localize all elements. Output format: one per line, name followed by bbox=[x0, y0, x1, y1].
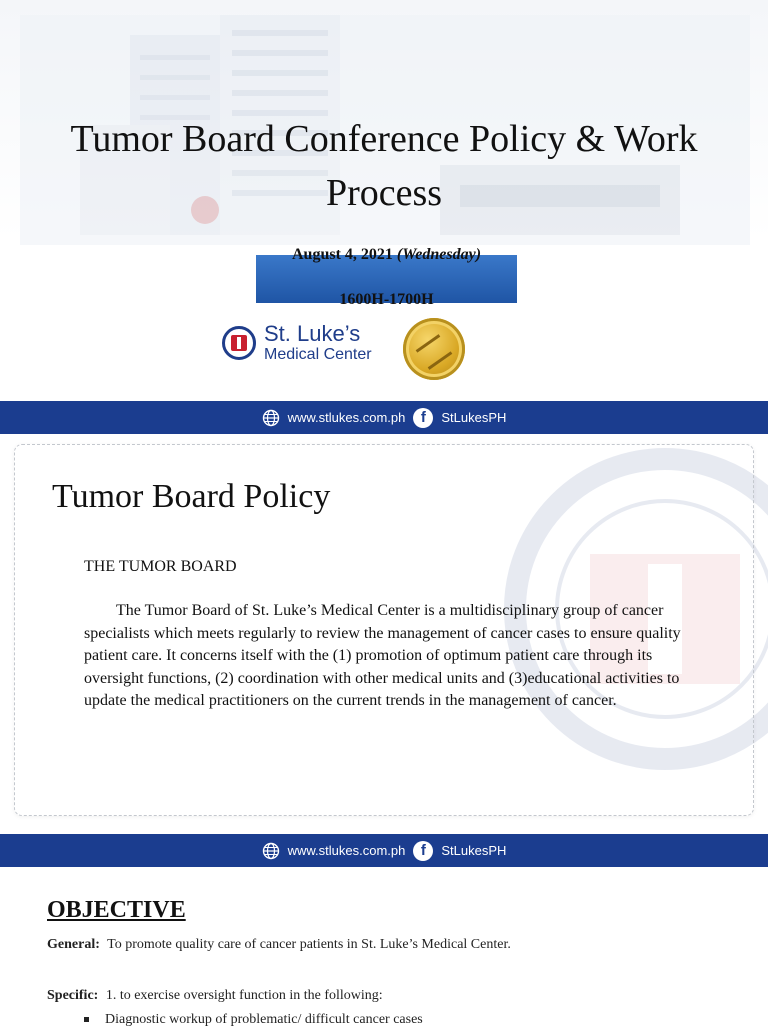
general-text: To promote quality care of cancer patients in St. Luke’s Medical Center. bbox=[107, 937, 511, 952]
hospital-logo bbox=[222, 318, 372, 368]
globe-icon bbox=[262, 409, 280, 427]
hospital-logo-icon bbox=[222, 326, 256, 360]
hospital-logo-text bbox=[264, 323, 372, 363]
logo-line-1: St. Luke’s bbox=[264, 321, 361, 346]
social-handle[interactable]: StLukesPH bbox=[441, 843, 507, 858]
time-text: 1600H-1700H bbox=[339, 291, 434, 308]
policy-slide bbox=[0, 434, 768, 834]
footer-banner-1 bbox=[0, 401, 768, 434]
policy-heading: THE TUMOR BOARD bbox=[84, 558, 237, 575]
objective-slide bbox=[0, 867, 768, 1027]
specific-label: Specific: bbox=[47, 988, 99, 1003]
specific-objective bbox=[47, 988, 383, 1004]
bullet-text: Diagnostic workup of problematic/ difficult cancer cases bbox=[105, 1012, 423, 1027]
date-text: August 4, 2021 bbox=[291, 246, 393, 263]
policy-paragraph bbox=[84, 600, 704, 713]
objective-title: OBJECTIVE bbox=[47, 897, 186, 923]
policy-paragraph-text: The Tumor Board of St. Luke’s Medical Center is a multidisciplinary group of cancer specialists which meets regularly to review the management of cancer cases to ensure quality patient care. It concerns itself with the (1) promotion of optimum patient care through its oversight functions, (2) coordination with other medical units and (3)educational activities to update the medical practitioners on the current trends in the management of cancer. bbox=[84, 602, 681, 709]
accreditation-seal-icon bbox=[403, 318, 465, 380]
globe-icon bbox=[262, 842, 280, 860]
bullet-icon bbox=[84, 1017, 89, 1022]
policy-title: Tumor Board Policy bbox=[52, 478, 331, 515]
presentation-title: Tumor Board Conference Policy & Work Process bbox=[70, 118, 698, 214]
general-objective bbox=[47, 937, 511, 953]
logo-line-2: Medical Center bbox=[264, 346, 372, 363]
general-label: General: bbox=[47, 937, 100, 952]
website-link[interactable]: www.stlukes.com.ph bbox=[287, 410, 406, 425]
facebook-icon[interactable]: f bbox=[413, 841, 433, 861]
list-item bbox=[84, 1012, 423, 1028]
website-link[interactable]: www.stlukes.com.ph bbox=[287, 843, 406, 858]
footer-banner-2 bbox=[0, 834, 768, 867]
day-text: (Wednesday) bbox=[396, 246, 482, 263]
social-handle[interactable]: StLukesPH bbox=[441, 410, 507, 425]
title-slide bbox=[0, 0, 768, 400]
specific-text: 1. to exercise oversight function in the following: bbox=[105, 988, 383, 1003]
facebook-icon[interactable]: f bbox=[413, 408, 433, 428]
date-line bbox=[256, 246, 517, 264]
